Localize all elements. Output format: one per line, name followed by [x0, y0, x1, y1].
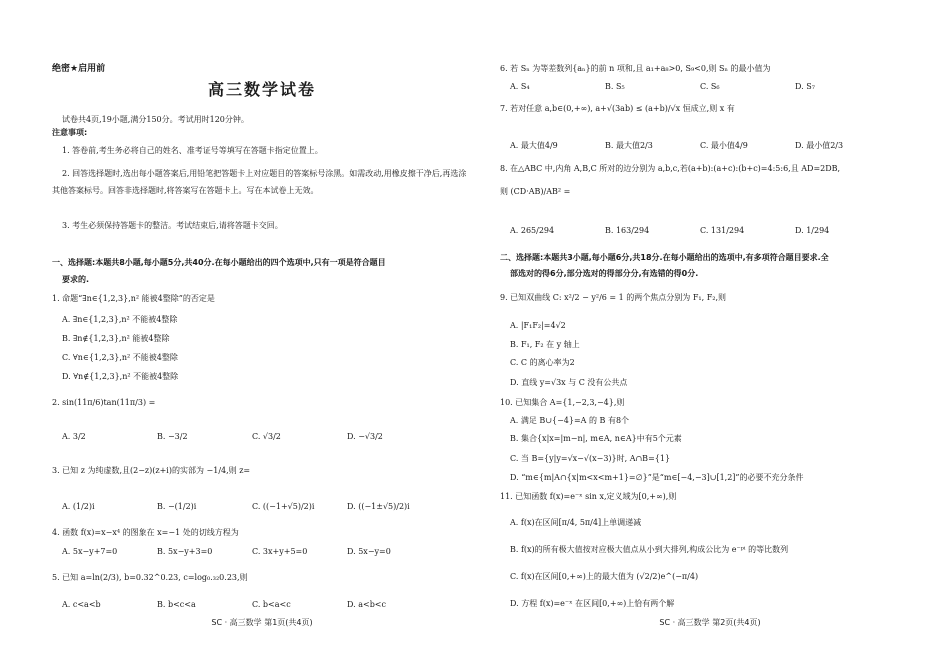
q9-option-b: B. F₁, F₂ 在 y 轴上: [510, 340, 580, 349]
question-6: 6. 若 Sₙ 为等差数列{aₙ}的前 n 项和,且 a₁+a₈>0, S₉<0,则 Sₙ 的最小值为: [500, 64, 771, 73]
q11-option-a: A. f(x)在区间[π/4, 5π/4]上单调递减: [510, 518, 642, 527]
q4-option-d: D. 5x−y=0: [347, 547, 391, 556]
section-1-heading-cont: 要求的.: [62, 275, 90, 284]
question-4: 4. 函数 f(x)=x−x⁴ 的图象在 x=−1 处的切线方程为: [52, 528, 239, 537]
q9-option-c: C. C 的离心率为2: [510, 358, 575, 367]
question-2: 2. sin(11π/6)tan(11π/3) =: [52, 398, 156, 407]
question-7: 7. 若对任意 a,b∈(0,+∞), a+√(3ab) ≤ (a+b)/√x 恒成立,则 x 有: [500, 104, 735, 113]
q1-option-d: D. ∀n∉{1,2,3},n² 不能被4整除: [62, 372, 179, 381]
section-1-heading: 一、选择题:本题共8小题,每小题5分,共40分.在每小题给出的四个选项中,只有一项是符合题目: [52, 258, 386, 267]
question-8: 8. 在△ABC 中,内角 A,B,C 所对的边分别为 a,b,c,若(a+b):(a+c):(b+c)=4:5:6,且 AD=2DB,: [500, 164, 841, 173]
q4-option-a: A. 5x−y+7=0: [62, 547, 118, 556]
q2-option-d: D. −√3/2: [347, 432, 383, 441]
q5-option-b: B. b<c<a: [157, 600, 196, 609]
q2-option-a: A. 3/2: [62, 432, 86, 441]
question-3: 3. 已知 z 为纯虚数,且(2−z)(z+i)的实部为 −1/4,则 z=: [52, 466, 251, 475]
q9-option-d: D. 直线 y=√3x 与 C 没有公共点: [510, 378, 628, 387]
q3-option-c: C. ((−1+√5)/2)i: [252, 502, 315, 511]
exam-title: 高三数学试卷: [207, 80, 316, 99]
q6-option-d: D. S₇: [795, 82, 815, 91]
question-10: 10. 已知集合 A={1,−2,3,−4},则: [500, 398, 625, 407]
q4-option-c: C. 3x+y+5=0: [252, 547, 308, 556]
q7-option-c: C. 最小值4/9: [700, 141, 748, 150]
question-5: 5. 已知 a=ln(2/3), b=0.32^0.23, c=log₀.₃₂0.23,则: [52, 573, 248, 582]
page-2-footer: SC · 高三数学 第2页(共4页): [659, 618, 761, 627]
q7-option-d: D. 最小值2/3: [795, 141, 844, 150]
note-3: 3. 考生必须保持答题卡的整洁。考试结束后,请将答题卡交回。: [62, 221, 283, 230]
q6-option-c: C. S₆: [700, 82, 720, 91]
q7-option-b: B. 最大值2/3: [605, 141, 653, 150]
section-2-heading: 二、选择题:本题共3小题,每小题6分,共18分.在每小题给出的选项中,有多项符合题目要求.全: [500, 253, 829, 262]
note-1: 1. 答卷前,考生务必将自己的姓名、准考证号等填写在答题卡指定位置上。: [62, 146, 323, 155]
question-8-cont: 则 (CD·AB)/AB² =: [500, 187, 571, 196]
q2-option-c: C. √3/2: [252, 432, 281, 441]
q10-option-d: D. “m∈{m|A∩{x|m<x<m+1}=∅}”是“m∈[−4,−3]∪[1,2]”的必要不充分条件: [510, 473, 804, 482]
q8-option-a: A. 265/294: [510, 226, 555, 235]
q6-option-b: B. S₅: [605, 82, 625, 91]
q6-option-a: A. S₄: [510, 82, 530, 91]
page-1-column: [52, 0, 472, 672]
q1-option-c: C. ∀n∈{1,2,3},n² 不能被4整除: [62, 353, 178, 362]
q9-option-a: A. |F₁F₂|=4√2: [510, 321, 566, 330]
page-1-footer: SC · 高三数学 第1页(共4页): [211, 618, 313, 627]
q4-option-b: B. 5x−y+3=0: [157, 547, 213, 556]
q3-option-a: A. (1/2)i: [62, 502, 95, 511]
q10-option-a: A. 满足 B∪{−4}=A 的 B 有8个: [510, 416, 630, 425]
note-2: 2. 回答选择题时,选出每小题答案后,用铅笔把答题卡上对应题目的答案标号涂黑。如需改动,用橡皮擦干净后,再选涂其他答案标号。回答非选择题时,将答案写在答题卡上。写在本试卷上无效。: [52, 169, 467, 195]
section-2-heading-cont: 部选对的得6分,部分选对的得部分分,有选错的得0分.: [510, 269, 699, 278]
q2-option-b: B. −3/2: [157, 432, 188, 441]
q1-option-b: B. ∃n∉{1,2,3},n² 能被4整除: [62, 334, 170, 343]
q7-option-a: A. 最大值4/9: [510, 141, 558, 150]
confidential-label: 绝密★启用前: [52, 64, 106, 74]
q8-option-d: D. 1/294: [795, 226, 830, 235]
page-2-column: [500, 0, 920, 672]
question-11: 11. 已知函数 f(x)=e⁻ˣ sin x,定义域为[0,+∞),则: [500, 492, 677, 501]
q11-option-b: B. f(x)的所有极大值按对应极大值点从小到大排列,构成公比为 e⁻ᵖⁱ 的等比数列: [510, 545, 789, 554]
q11-option-d: D. 方程 f(x)=e⁻ˣ 在区间[0,+∞)上恰有两个解: [510, 599, 675, 608]
question-1: 1. 命题“∃n∈{1,2,3},n² 能被4整除”的否定是: [52, 294, 215, 303]
q5-option-c: C. b<a<c: [252, 600, 291, 609]
q11-option-c: C. f(x)在区间[0,+∞)上的最大值为 (√2/2)e^(−π/4): [510, 572, 699, 581]
q3-option-d: D. ((−1±√5)/2)i: [347, 502, 410, 511]
q3-option-b: B. −(1/2)i: [157, 502, 197, 511]
q5-option-d: D. a<b<c: [347, 600, 386, 609]
q1-option-a: A. ∃n∈{1,2,3},n² 不能被4整除: [62, 315, 178, 324]
notes-heading: 注意事项:: [52, 128, 88, 137]
exam-intro: 试卷共4页,19小题,满分150分。考试用时120分钟。: [62, 115, 249, 124]
q10-option-b: B. 集合{x|x=|m−n|, m∈A, n∈A}中有5个元素: [510, 434, 682, 443]
q10-option-c: C. 当 B={y|y=√x−√(x−3)}时, A∩B={1}: [510, 454, 671, 463]
q8-option-b: B. 163/294: [605, 226, 650, 235]
q8-option-c: C. 131/294: [700, 226, 745, 235]
q5-option-a: A. c<a<b: [62, 600, 101, 609]
question-9: 9. 已知双曲线 C: x²/2 − y²/6 = 1 的两个焦点分别为 F₁, F₂,则: [500, 293, 726, 302]
